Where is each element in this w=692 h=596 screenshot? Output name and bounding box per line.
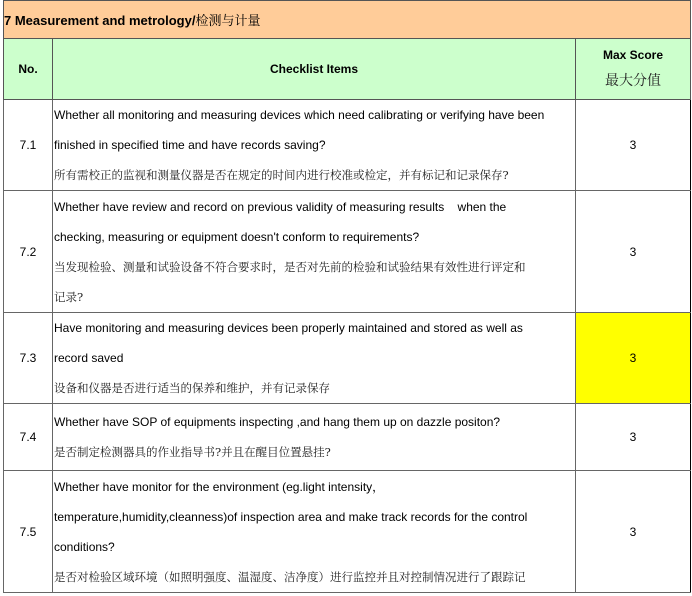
- row-score-highlighted: 3: [576, 313, 691, 404]
- item-line-en: temperature,humidity,cleanness)of inspection area and make track records for the control: [54, 509, 528, 524]
- item-line-en: checking, measuring or equipment doesn't conform to requirements?: [54, 229, 420, 244]
- item-line-en: Whether have SOP of equipments inspecting ,and hang them up on dazzle positon?: [54, 415, 501, 429]
- row-number: 7.2: [4, 191, 53, 313]
- table-row: [4, 191, 691, 313]
- row-item-text: [53, 100, 576, 191]
- row-item-text: [53, 313, 576, 404]
- item-line-en: Whether all monitoring and measuring devices which need calibrating or verifying have been: [54, 108, 545, 122]
- item-line-en: Have monitoring and measuring devices been properly maintained and stored as well as: [54, 321, 523, 335]
- row-score: 3: [576, 100, 691, 191]
- checklist-sheet: [3, 0, 690, 593]
- item-line-cn: 当发现检验、测量和试验设备不符合要求时，是否对先前的检验和试验结果有效性进行评定和: [54, 259, 526, 274]
- checklist-table: [3, 0, 691, 593]
- table-row: [4, 404, 691, 471]
- header-row: [4, 39, 691, 100]
- header-checklist-items: Checklist Items: [53, 39, 576, 100]
- row-item-text: [53, 471, 576, 593]
- row-item-text: [53, 191, 576, 313]
- table-row: [4, 471, 691, 593]
- table-row: [4, 100, 691, 191]
- header-max-score-en: Max Score: [603, 48, 664, 62]
- header-no: No.: [4, 39, 53, 100]
- item-line-en: conditions?: [54, 539, 115, 554]
- item-line-en: Whether have monitor for the environment (eg.light intensity，: [54, 479, 385, 494]
- header-max-score: [576, 39, 691, 100]
- section-title-cn: 检测与计量: [195, 14, 261, 29]
- item-line-cn: 所有需校正的监视和测量仪器是否在规定的时间内进行校准或检定，并有标记和记录保存?: [54, 168, 509, 182]
- item-line-cn: 设备和仪器是否进行适当的保养和维护，并有记录保存: [54, 381, 330, 395]
- item-line-en: Whether have review and record on previous validity of measuring results when the: [54, 199, 507, 214]
- row-number: 7.5: [4, 471, 53, 593]
- item-line-en: record saved: [54, 351, 124, 365]
- row-number: 7.3: [4, 313, 53, 404]
- item-line-cn: 是否对检验区域环境（如照明强度、温湿度、洁净度）进行监控并且对控制情况进行了跟踪记: [54, 569, 526, 584]
- row-number: 7.4: [4, 404, 53, 471]
- section-title: [4, 1, 691, 39]
- item-line-cn: 是否制定检测器具的作业指导书?并且在醒目位置悬挂?: [54, 445, 331, 459]
- row-number: 7.1: [4, 100, 53, 191]
- item-line-cn: 记录?: [54, 289, 84, 304]
- header-max-score-cn: 最大分值: [605, 73, 662, 89]
- table-row: [4, 313, 691, 404]
- row-item-text: [53, 404, 576, 471]
- row-score: 3: [576, 471, 691, 593]
- item-line-en: finished in specified time and have records saving?: [54, 138, 326, 152]
- row-score: 3: [576, 191, 691, 313]
- row-score: 3: [576, 404, 691, 471]
- section-title-en: 7 Measurement and metrology/: [4, 13, 196, 28]
